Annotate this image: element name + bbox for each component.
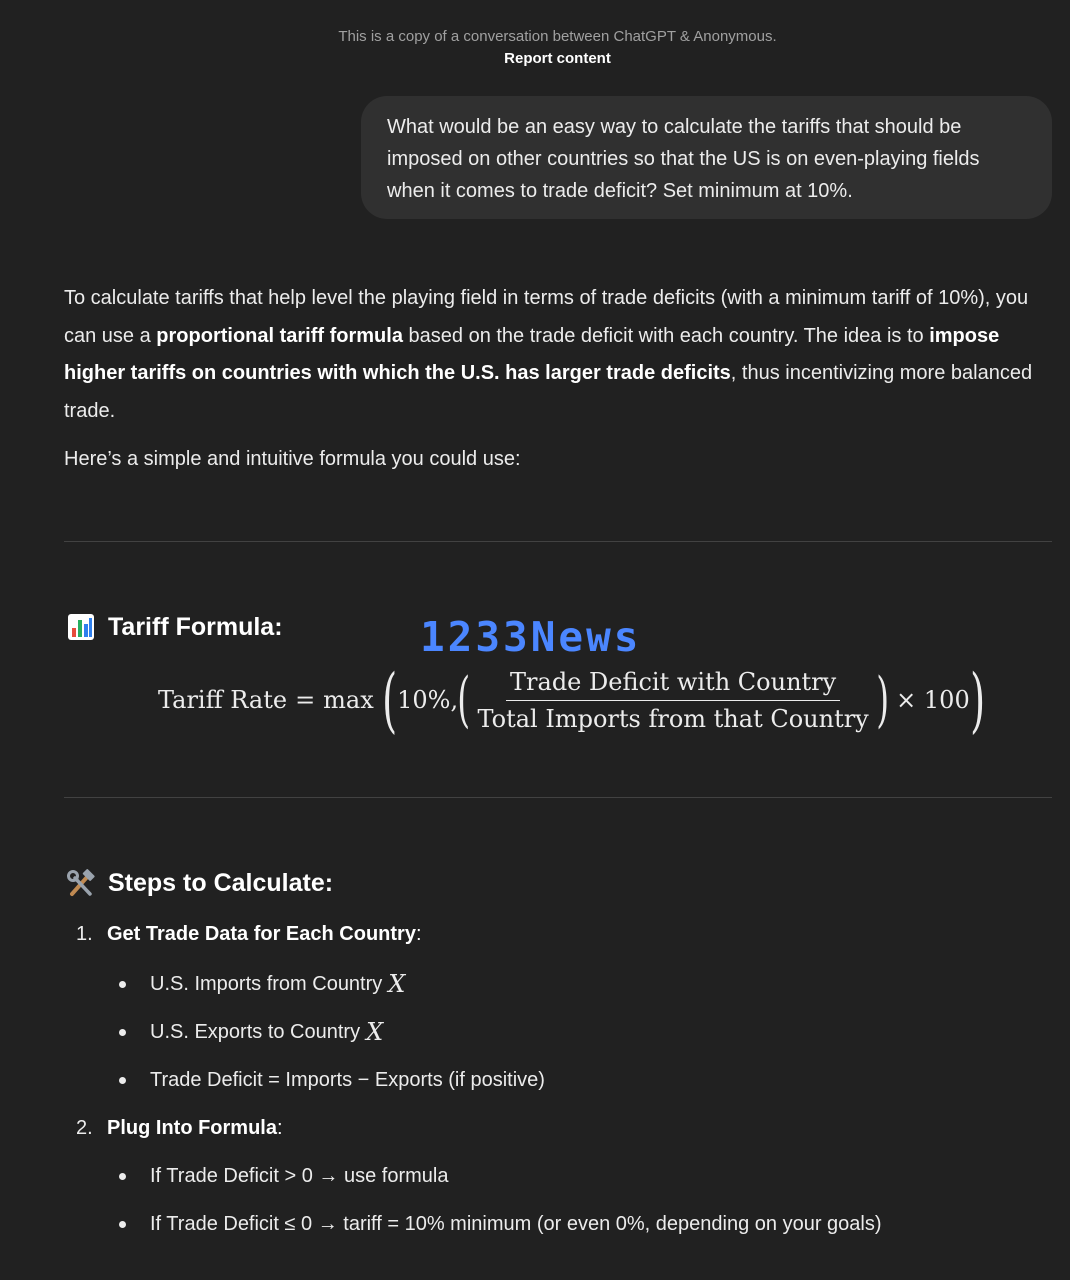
steps-title: Steps to Calculate: bbox=[108, 868, 334, 897]
steps-heading bbox=[66, 868, 333, 898]
list-item-text: U.S. Exports to Country bbox=[150, 1020, 361, 1043]
formula-close-paren-inner: ) bbox=[876, 665, 889, 735]
formula-open-paren-inner: ( bbox=[457, 665, 471, 735]
math-variable: X bbox=[388, 970, 406, 998]
step-title bbox=[107, 1117, 283, 1140]
bullet-dot bbox=[119, 1029, 126, 1036]
formula-open-paren: ( bbox=[381, 659, 397, 741]
user-message-bubble: What would be an easy way to calculate the tariffs that should be imposed on other countries so that the US is on even-playing fields when it comes to trade deficit? Set minimum at 10%. bbox=[361, 96, 1052, 219]
list-item-text: U.S. Imports from Country bbox=[150, 972, 383, 995]
step-title-text: Get Trade Data for Each Country bbox=[107, 923, 416, 945]
share-note: This is a copy of a conversation between ChatGPT & Anonymous. bbox=[338, 28, 777, 45]
formula-close-paren: ) bbox=[969, 659, 985, 741]
list-item bbox=[119, 970, 405, 998]
list-item bbox=[119, 1069, 545, 1092]
bullet-dot bbox=[119, 1221, 126, 1228]
step-number: 2. bbox=[76, 1117, 93, 1139]
step-title bbox=[107, 923, 422, 946]
answer-text: based on the trade deficit with each country. The idea is to bbox=[402, 324, 930, 347]
formula-equals: = bbox=[295, 686, 316, 714]
answer-text: , thus incentivizing more balanced trade. bbox=[64, 362, 1033, 422]
answer-text: To calculate tariffs that help level the playing field in terms of trade deficits (with a minimum tariff of 10%), you can use a bbox=[64, 287, 1029, 347]
step-title-text: Plug Into Formula bbox=[107, 1117, 277, 1139]
list-item-text: Trade Deficit = Imports − Exports (if positive) bbox=[150, 1069, 545, 1091]
answer-paragraph-2: Here’s a simple and intuitive formula you could use: bbox=[64, 448, 521, 470]
formula-times: × 100 bbox=[896, 686, 970, 714]
step-title-colon: : bbox=[415, 923, 422, 945]
formula-lhs: Tariff Rate bbox=[158, 686, 288, 714]
divider bbox=[64, 797, 1052, 798]
tariff-formula bbox=[158, 660, 985, 740]
bar-chart-icon bbox=[66, 612, 96, 642]
bullet-dot bbox=[119, 981, 126, 988]
formula-heading bbox=[66, 612, 283, 642]
answer-bold-text: proportional tariff formula bbox=[156, 324, 403, 347]
formula-max: max bbox=[323, 686, 374, 714]
list-item bbox=[119, 1213, 882, 1236]
share-header bbox=[0, 26, 1070, 70]
bullet-dot bbox=[119, 1077, 126, 1084]
watermark: 1233News bbox=[420, 613, 642, 661]
list-item bbox=[119, 1165, 448, 1188]
answer-paragraph-1 bbox=[64, 280, 1054, 430]
step-title-colon: : bbox=[277, 1117, 283, 1139]
list-item-text: If Trade Deficit > 0 → use formula bbox=[150, 1165, 449, 1187]
report-content-link[interactable]: Report content bbox=[504, 50, 611, 67]
list-item bbox=[119, 1018, 383, 1046]
list-item-text: If Trade Deficit ≤ 0 → tariff = 10% minimum (or even 0%, depending on your goals) bbox=[150, 1213, 882, 1235]
formula-fraction bbox=[474, 668, 873, 733]
divider bbox=[64, 541, 1052, 542]
formula-denominator: Total Imports from that Country bbox=[477, 704, 869, 733]
bullet-dot bbox=[119, 1173, 126, 1180]
hammer-wrench-icon bbox=[66, 868, 96, 898]
answer-bold-text: impose higher tariffs on countries with which the U.S. has larger trade deficits bbox=[64, 324, 1000, 384]
formula-min-value: 10%, bbox=[397, 686, 459, 714]
formula-numerator: Trade Deficit with Country bbox=[506, 668, 840, 701]
math-variable: X bbox=[366, 1018, 384, 1046]
step-number: 1. bbox=[76, 923, 93, 945]
formula-title: Tariff Formula: bbox=[108, 612, 283, 641]
